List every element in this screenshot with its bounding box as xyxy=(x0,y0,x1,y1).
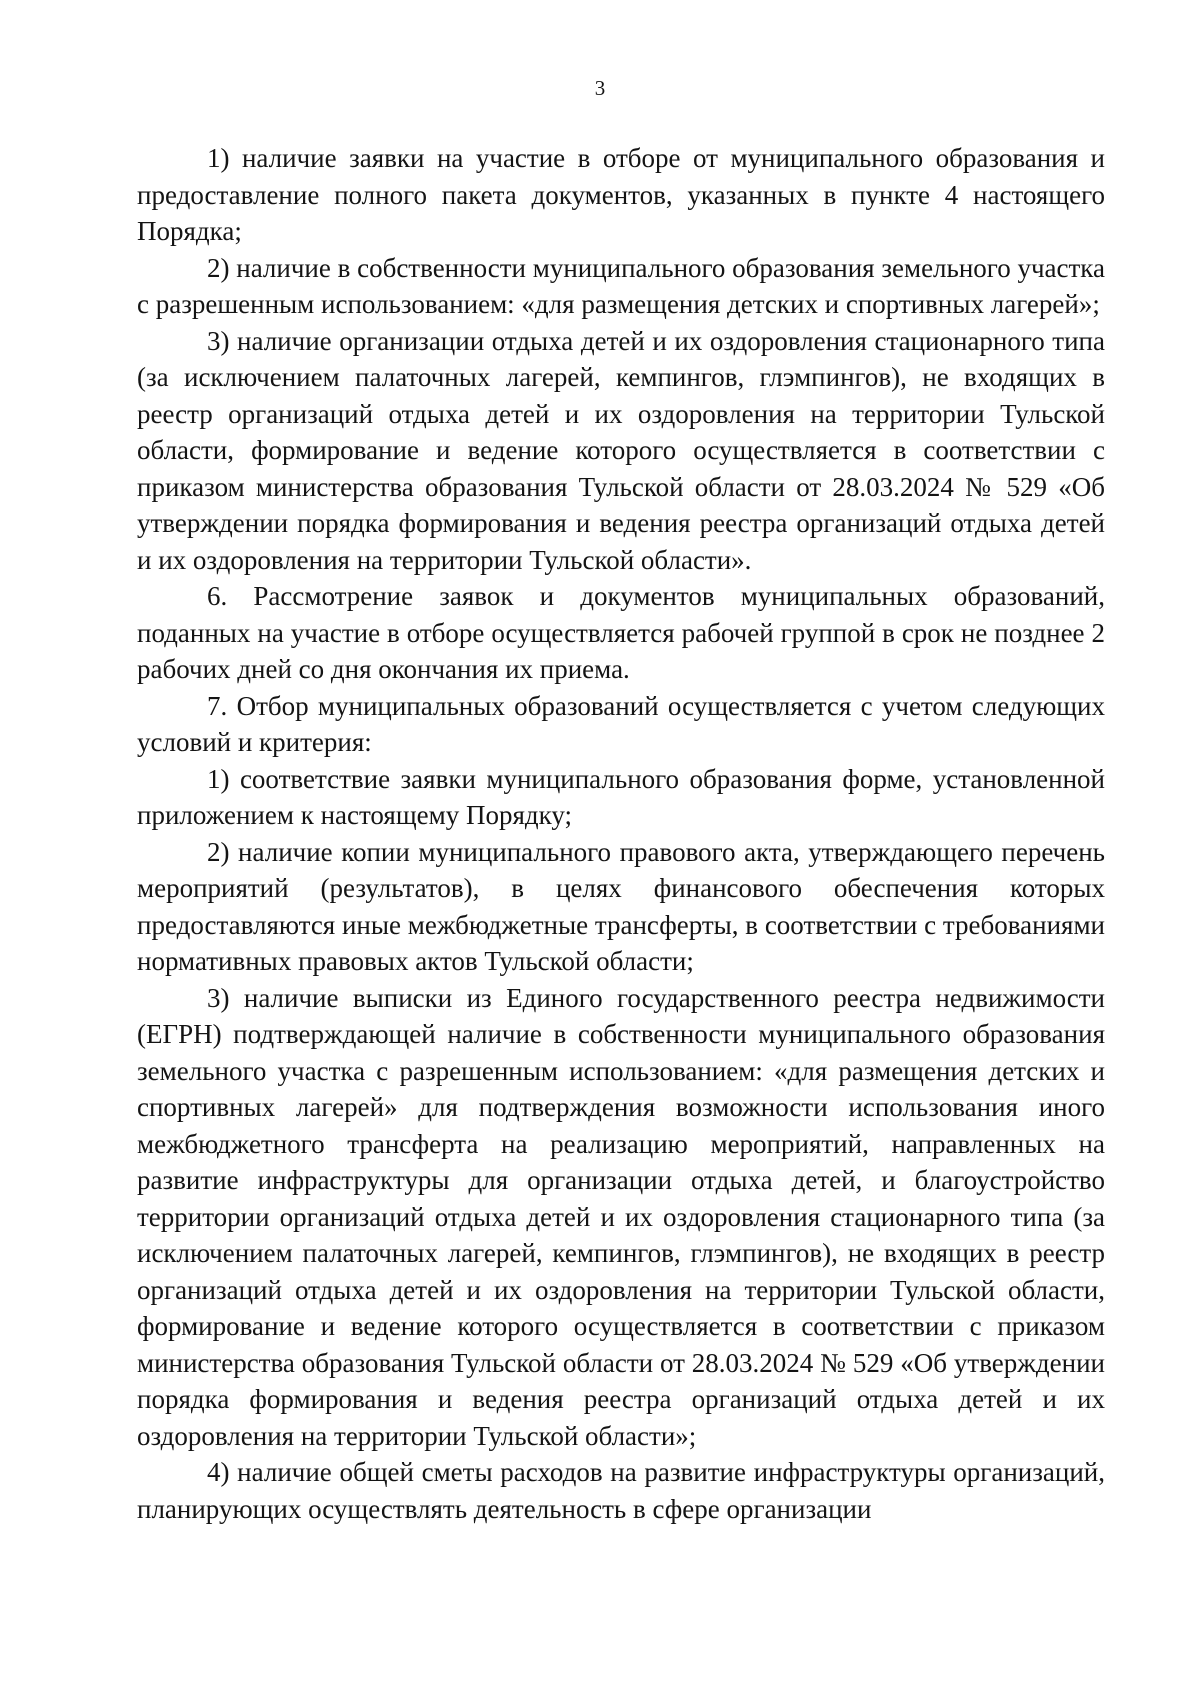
page-number: 3 xyxy=(594,76,606,100)
paragraph-condition-1: 1) соответствие заявки муниципального образования форме, установленной приложением к настоящему Порядку; xyxy=(137,763,1105,830)
paragraph-condition-2: 2) наличие копии муниципального правового акта, утверждающего перечень мероприятий (результатов), в целях финансового обеспечения которых предоставляются иные межбюджетные трансферты, в соответствии с требованиями нормативных правовых актов Тульской области; xyxy=(137,836,1105,976)
paragraph-section-7: 7. Отбор муниципальных образований осуществляется с учетом следующих условий и критерия: xyxy=(137,690,1105,757)
paragraph-condition-3: 3) наличие выписки из Единого государственного реестра недвижимости (ЕГРН) подтверждающей наличие в собственности муниципального образования земельного участка с разрешенным использованием: «для размещения детских и спортивных лагерей» для подтверждения возможности использования иного межбюджетного трансферта на реализацию мероприятий, направленных на развитие инфраструктуры для организации отдыха детей, и благоустройство территории организаций отдыха детей и их оздоровления стационарного типа (за исключением палаточных лагерей, кемпингов, глэмпингов), не входящих в реестр организаций отдыха детей и их оздоровления на территории Тульской области, формирование и ведение которого осуществляется в соответствии с приказом министерства образования Тульской области от 28.03.2024 № 529 «Об утверждении порядка формирования и ведения реестра организаций отдыха детей и их оздоровления на территории Тульской области»; xyxy=(137,982,1105,1451)
paragraph-section-6: 6. Рассмотрение заявок и документов муниципальных образований, поданных на участие в отборе осуществляется рабочей группой в срок не позднее 2 рабочих дней со дня окончания их приема. xyxy=(137,581,1105,684)
paragraph-condition-4: 4) наличие общей сметы расходов на развитие инфраструктуры организаций, планирующих осуществлять деятельность в сфере организации xyxy=(137,1457,1105,1524)
paragraph-criterion-2: 2) наличие в собственности муниципального образования земельного участка с разрешенным использованием: «для размещения детских и спортивных лагерей»; xyxy=(137,252,1105,319)
paragraph-criterion-1: 1) наличие заявки на участие в отборе от муниципального образования и предоставление полного пакета документов, указанных в пункте 4 настоящего Порядка; xyxy=(137,143,1105,246)
document-body xyxy=(137,140,1105,1527)
paragraph-criterion-3: 3) наличие организации отдыха детей и их оздоровления стационарного типа (за исключением палаточных лагерей, кемпингов, глэмпингов), не входящих в реестр организаций отдыха детей и их оздоровления на территории Тульской области, формирование и ведение которого осуществляется в соответствии с приказом министерства образования Тульской области от 28.03.2024 № 529 «Об утверждении порядка формирования и ведения реестра организаций отдыха детей и их оздоровления на территории Тульской области». xyxy=(137,325,1105,575)
